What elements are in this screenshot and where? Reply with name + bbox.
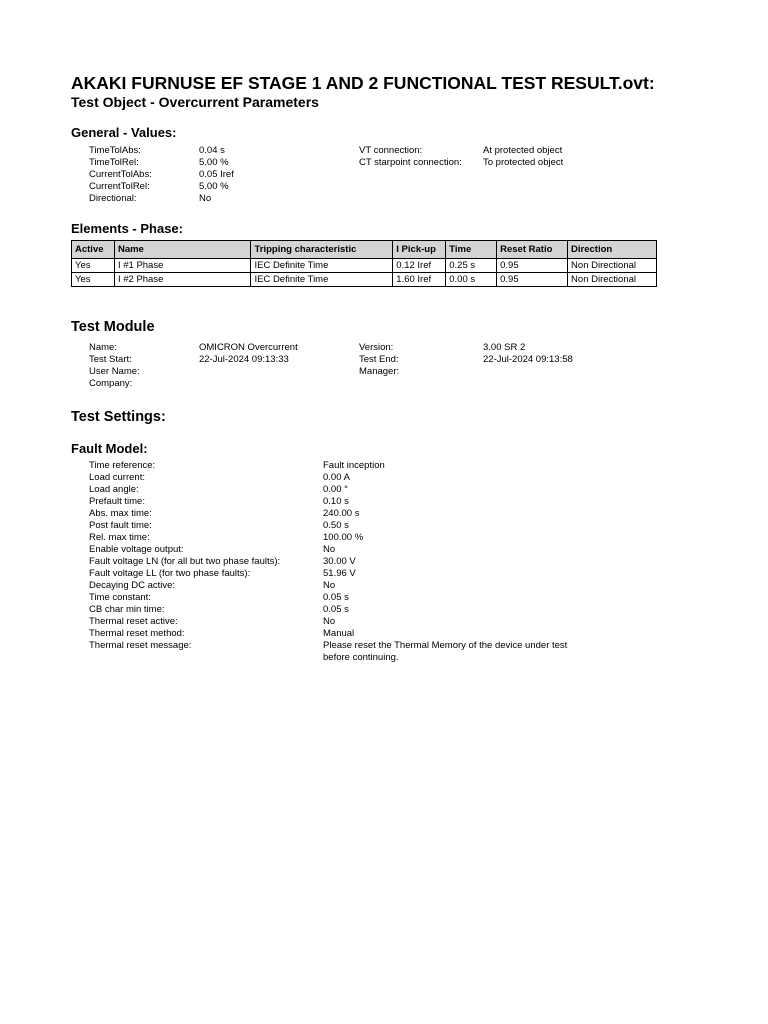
- column-header: Active: [72, 241, 115, 259]
- thermal-reset-message-value: Please reset the Thermal Memory of the device under test before continuing.: [323, 640, 568, 663]
- document-subtitle: Test Object - Overcurrent Parameters: [71, 94, 319, 110]
- table-cell: 0.95: [497, 259, 568, 273]
- fault-model-value: 0.10 s: [323, 496, 349, 507]
- test-module-left-values: [199, 342, 349, 390]
- table-cell: I #2 Phase: [114, 273, 251, 287]
- fault-model-label: Rel. max time:: [89, 532, 150, 543]
- fault-model-value: Fault inception: [323, 460, 385, 471]
- general-value: 0.05 Iref: [199, 169, 234, 180]
- fault-model-value: No: [323, 580, 336, 591]
- table-cell: 0.95: [497, 273, 568, 287]
- column-header: Time: [446, 241, 497, 259]
- general-left-values: [199, 145, 339, 205]
- test-module-label: User Name:: [89, 366, 140, 377]
- general-value: No: [199, 193, 212, 204]
- general-right-values: [483, 145, 663, 169]
- test-module-label: Name:: [89, 342, 117, 353]
- fault-model-value: 240.00 s: [323, 508, 360, 519]
- test-module-right-labels: [359, 342, 483, 378]
- general-value: 5.00 %: [199, 181, 229, 192]
- general-left-labels: [89, 145, 199, 205]
- fault-model-value: 0.05 s: [323, 592, 349, 603]
- general-label: VT connection:: [359, 145, 423, 156]
- test-module-label: Test Start:: [89, 354, 132, 365]
- table-cell: Yes: [72, 259, 115, 273]
- test-module-value: [199, 366, 349, 378]
- table-cell: IEC Definite Time: [251, 273, 393, 287]
- fault-model-value: No: [323, 616, 336, 627]
- fault-model-label: Thermal reset active:: [89, 616, 178, 627]
- table-cell: 0.00 s: [446, 273, 497, 287]
- general-label: TimeTolAbs:: [89, 145, 141, 156]
- fault-model-labels: [89, 460, 323, 652]
- column-header: Name: [114, 241, 251, 259]
- general-values-heading: General - Values:: [71, 125, 177, 140]
- fault-model-label: Thermal reset method:: [89, 628, 185, 639]
- fault-model-label: Load current:: [89, 472, 145, 483]
- fault-model-value: 0.05 s: [323, 604, 349, 615]
- general-value: At protected object: [483, 145, 563, 156]
- test-module-label: Company:: [89, 378, 133, 389]
- test-module-value: OMICRON Overcurrent: [199, 342, 298, 353]
- fault-model-label: Time reference:: [89, 460, 156, 471]
- elements-phase-table: [71, 240, 657, 287]
- fault-model-label: Post fault time:: [89, 520, 152, 531]
- general-label: CT starpoint connection:: [359, 157, 462, 168]
- test-module-label: Test End:: [359, 354, 399, 365]
- fault-model-value: 100.00 %: [323, 532, 364, 543]
- test-module-label: Version:: [359, 342, 394, 353]
- fault-model-value: 30.00 V: [323, 556, 356, 567]
- table-cell: 0.25 s: [446, 259, 497, 273]
- general-right-labels: [359, 145, 483, 169]
- table-cell: 0.12 Iref: [393, 259, 446, 273]
- fault-model-values: [323, 460, 583, 664]
- fault-model-value: 0.00 A: [323, 472, 350, 483]
- column-header: Tripping characteristic: [251, 241, 393, 259]
- fault-model-label: Prefault time:: [89, 496, 145, 507]
- fault-model-label: Fault voltage LL (for two phase faults):: [89, 568, 251, 579]
- test-module-value: 22-Jul-2024 09:13:33: [199, 354, 289, 365]
- table-cell: I #1 Phase: [114, 259, 251, 273]
- fault-model-value: 0.50 s: [323, 520, 349, 531]
- general-label: TimeTolRel:: [89, 157, 139, 168]
- column-header: I Pick-up: [393, 241, 446, 259]
- general-label: Directional:: [89, 193, 137, 204]
- fault-model-value: No: [323, 544, 336, 555]
- fault-model-label: Load angle:: [89, 484, 139, 495]
- fault-model-label: Fault voltage LN (for all but two phase faults):: [89, 556, 281, 567]
- fault-model-label: Time constant:: [89, 592, 151, 603]
- fault-model-label: Thermal reset message:: [89, 640, 192, 651]
- table-cell: IEC Definite Time: [251, 259, 393, 273]
- table-cell: Non Directional: [568, 273, 657, 287]
- table-row: [72, 273, 657, 287]
- general-label: CurrentTolAbs:: [89, 169, 152, 180]
- column-header: Direction: [568, 241, 657, 259]
- test-module-heading: Test Module: [71, 319, 155, 335]
- fault-model-label: Abs. max time:: [89, 508, 152, 519]
- fault-model-value: 0.00 °: [323, 484, 348, 495]
- general-value: 5.00 %: [199, 157, 229, 168]
- test-module-value: 22-Jul-2024 09:13:58: [483, 354, 573, 365]
- fault-model-heading: Fault Model:: [71, 441, 148, 456]
- test-module-value: [483, 366, 663, 378]
- test-module-value: [199, 378, 349, 390]
- table-header-row: [72, 241, 657, 259]
- column-header: Reset Ratio: [497, 241, 568, 259]
- document-title: AKAKI FURNUSE EF STAGE 1 AND 2 FUNCTIONAL TEST RESULT.ovt:: [71, 73, 655, 93]
- fault-model-label: CB char min time:: [89, 604, 165, 615]
- fault-model-value: 51.96 V: [323, 568, 356, 579]
- general-value: To protected object: [483, 157, 564, 168]
- general-value: 0.04 s: [199, 145, 225, 156]
- table-cell: 1.60 Iref: [393, 273, 446, 287]
- test-settings-heading: Test Settings:: [71, 409, 166, 425]
- test-module-label: Manager:: [359, 366, 400, 377]
- table-cell: Non Directional: [568, 259, 657, 273]
- fault-model-label: Enable voltage output:: [89, 544, 184, 555]
- table-row: [72, 259, 657, 273]
- test-module-left-labels: [89, 342, 199, 390]
- elements-phase-heading: Elements - Phase:: [71, 221, 183, 236]
- fault-model-label: Decaying DC active:: [89, 580, 176, 591]
- table-cell: Yes: [72, 273, 115, 287]
- test-module-value: 3.00 SR 2: [483, 342, 526, 353]
- fault-model-value: Manual: [323, 628, 355, 639]
- general-label: CurrentTolRel:: [89, 181, 150, 192]
- test-module-right-values: [483, 342, 663, 378]
